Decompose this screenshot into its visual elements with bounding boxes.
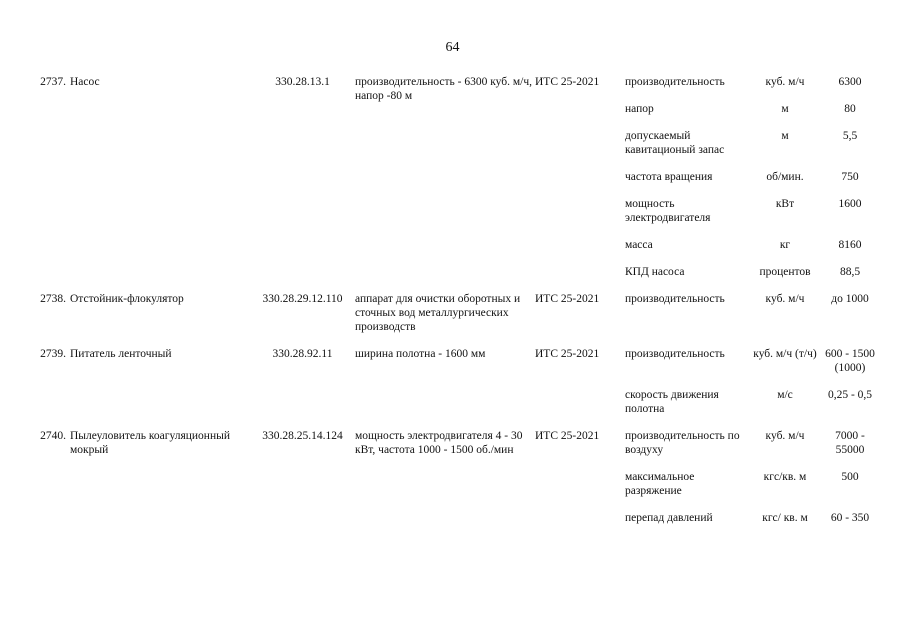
param-unit: куб. м/ч [765, 430, 805, 442]
param-unit: процентов [759, 266, 811, 278]
entry-name: Пылеуловитель коагуляционный мокрый [70, 430, 230, 456]
entry-description: аппарат для очистки оборотных и сточных вод металлургических производств [355, 293, 521, 333]
param-name: производительность [625, 76, 725, 88]
entry-standard: ИТС 25-2021 [535, 348, 600, 360]
entry-description: мощность электродвигателя 4 - 30 кВт, частота 1000 - 1500 об./мин [355, 430, 523, 456]
param-unit: куб. м/ч [765, 76, 805, 88]
table-row [30, 429, 880, 470]
entry-description: производительность - 6300 куб. м/ч, напор -80 м [355, 76, 533, 102]
param-unit: куб. м/ч (т/ч) [753, 348, 817, 360]
param-name: производительность [625, 293, 725, 305]
table-row [30, 347, 880, 388]
param-name: допускаемый кавитационый запас [625, 130, 725, 156]
param-unit: кВт [775, 198, 795, 210]
param-value: 80 [844, 103, 856, 115]
param-name: частота вращения [625, 171, 713, 183]
page-number: 64 [445, 40, 460, 55]
param-unit: кгс/ кв. м [762, 512, 808, 524]
param-unit: м [781, 103, 789, 115]
param-name: скорость движения полотна [625, 389, 719, 415]
param-name: масса [625, 239, 653, 251]
entry-name: Насос [70, 76, 100, 88]
param-value: 8160 [838, 239, 862, 251]
param-value: 5,5 [842, 130, 858, 142]
table-body [30, 75, 880, 538]
param-name: мощность электродвигателя [625, 198, 711, 224]
table-row [30, 75, 880, 102]
entry-standard: ИТС 25-2021 [535, 76, 600, 88]
param-unit: м/с [777, 389, 793, 401]
entry-standard: ИТС 25-2021 [535, 430, 600, 442]
param-value: 7000 - 55000 [835, 430, 865, 456]
param-name: производительность по воздуху [625, 430, 740, 456]
param-name: напор [625, 103, 654, 115]
entry-code: 330.28.92.11 [272, 348, 333, 360]
entry-code: 330.28.25.14.124 [262, 430, 343, 442]
entry-name: Отстойник-флокулятор [70, 293, 184, 305]
param-name: перепад давлений [625, 512, 713, 524]
param-unit: м [781, 130, 789, 142]
param-unit: кгс/кв. м [763, 471, 807, 483]
param-value: 0,25 - 0,5 [827, 389, 873, 401]
entry-standard: ИТС 25-2021 [535, 293, 600, 305]
param-value: 500 [841, 471, 859, 483]
param-unit: об/мин. [766, 171, 804, 183]
param-value: 88,5 [839, 266, 861, 278]
param-value: 6300 [838, 76, 862, 88]
entry-number: 2740. [40, 430, 66, 442]
entry-description: ширина полотна - 1600 мм [355, 348, 486, 360]
param-name: КПД насоса [625, 266, 685, 278]
table-row [30, 292, 880, 347]
param-value: 1600 [838, 198, 862, 210]
param-name: производительность [625, 348, 725, 360]
param-value: 60 - 350 [830, 512, 870, 524]
param-name: максимальное разряжение [625, 471, 695, 497]
entry-number: 2739. [40, 348, 66, 360]
entry-number: 2737. [40, 76, 66, 88]
entry-code: 330.28.29.12.110 [262, 293, 343, 305]
param-value: до 1000 [831, 293, 869, 305]
entry-name: Питатель ленточный [70, 348, 172, 360]
entry-number: 2738. [40, 293, 66, 305]
param-value: 600 - 1500 (1000) [825, 348, 875, 374]
param-unit: куб. м/ч [765, 293, 805, 305]
param-unit: кг [779, 239, 791, 251]
param-value: 750 [841, 171, 859, 183]
entry-code: 330.28.13.1 [275, 76, 330, 88]
equipment-table [30, 75, 880, 538]
